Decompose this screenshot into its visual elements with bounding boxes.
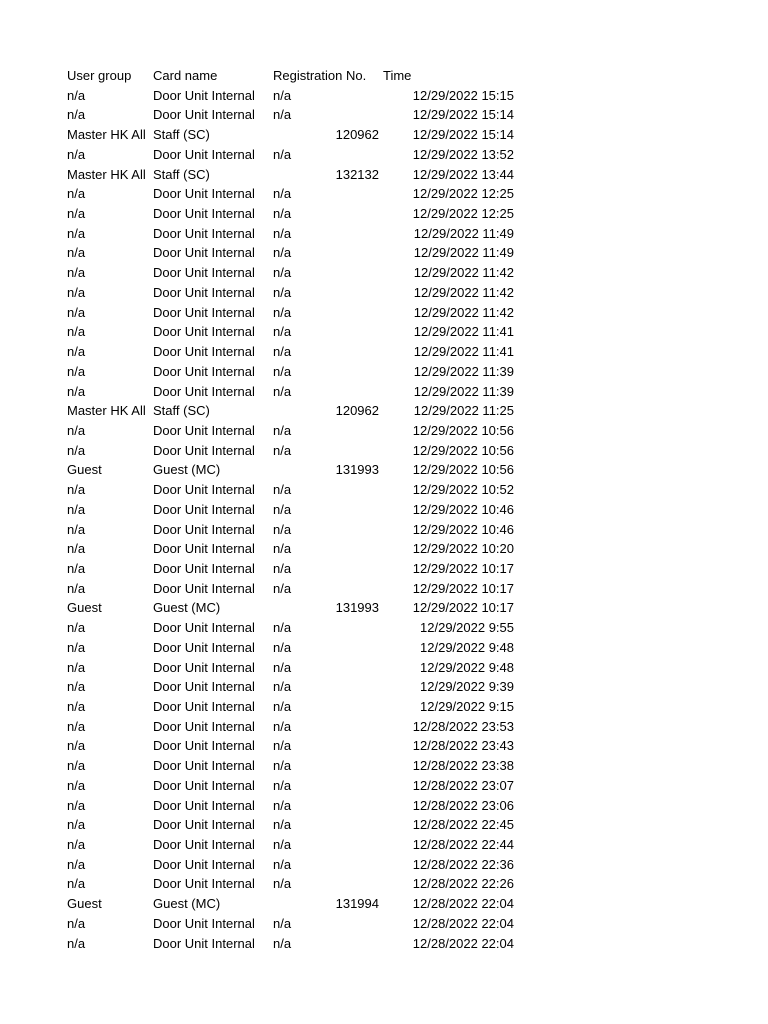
cell-card-name: Door Unit Internal [153, 876, 255, 892]
cell-time: 12/29/2022 10:56 [412, 442, 514, 458]
cell-time: 12/29/2022 13:52 [412, 146, 514, 162]
cell-time: 12/29/2022 11:41 [413, 324, 514, 340]
cell-card-name: Staff (SC) [153, 166, 210, 182]
cell-user-group: n/a [67, 935, 86, 951]
cell-card-name: Door Unit Internal [153, 501, 255, 517]
cell-user-group: n/a [67, 797, 86, 813]
cell-user-group: n/a [67, 541, 86, 557]
cell-registration-no: n/a [273, 265, 292, 281]
cell-registration-no: n/a [273, 639, 292, 655]
cell-registration-no: n/a [273, 363, 292, 379]
cell-user-group: n/a [67, 304, 86, 320]
cell-card-name: Door Unit Internal [153, 699, 255, 714]
cell-time: 12/29/2022 11:41 [413, 344, 514, 360]
cell-card-name: Guest (MC) [153, 600, 221, 616]
cell-user-group: n/a [67, 679, 86, 695]
cell-registration-no: n/a [273, 422, 292, 438]
cell-time: 12/28/2022 22:36 [412, 856, 514, 872]
cell-card-name: Door Unit Internal [153, 186, 255, 202]
cell-time: 12/29/2022 10:52 [412, 482, 514, 498]
cell-card-name: Door Unit Internal [153, 87, 255, 103]
cell-user-group: n/a [67, 837, 86, 853]
header-time: Time [383, 68, 412, 83]
cell-user-group: n/a [67, 738, 86, 754]
cell-registration-no: n/a [273, 837, 292, 853]
cell-user-group: n/a [67, 521, 86, 537]
cell-user-group: n/a [67, 245, 86, 261]
cell-user-group: n/a [67, 265, 86, 281]
cell-card-name: Door Unit Internal [153, 422, 255, 438]
cell-card-name: Door Unit Internal [153, 225, 255, 241]
cell-card-name: Door Unit Internal [153, 363, 255, 379]
cell-user-group: n/a [67, 639, 86, 655]
cell-registration-no: n/a [273, 107, 292, 123]
cell-registration-no: n/a [273, 856, 292, 872]
cell-time: 12/29/2022 11:42 [413, 304, 514, 320]
cell-card-name: Door Unit Internal [153, 797, 255, 813]
cell-user-group: Guest [67, 600, 102, 616]
cell-time: 12/28/2022 22:04 [412, 915, 514, 931]
cell-time: 12/29/2022 9:48 [420, 659, 514, 675]
cell-time: 12/29/2022 10:20 [412, 541, 514, 557]
cell-time: 12/29/2022 9:15 [420, 699, 514, 714]
cell-registration-no: n/a [273, 915, 292, 931]
cell-user-group: n/a [67, 699, 86, 714]
cell-user-group: n/a [67, 225, 86, 241]
cell-registration-no: n/a [273, 324, 292, 340]
cell-registration-no: n/a [273, 521, 292, 537]
cell-card-name: Door Unit Internal [153, 560, 255, 576]
cell-card-name: Door Unit Internal [153, 245, 255, 261]
cell-user-group: Guest [67, 462, 102, 478]
cell-registration-no: n/a [273, 580, 292, 596]
cell-time: 12/29/2022 12:25 [412, 186, 514, 202]
cell-time: 12/28/2022 22:26 [412, 876, 514, 892]
cell-time: 12/29/2022 10:46 [412, 521, 514, 537]
cell-user-group: n/a [67, 560, 86, 576]
cell-registration-no: n/a [273, 797, 292, 813]
header-user-group: User group [67, 68, 132, 83]
cell-user-group: n/a [67, 107, 86, 123]
cell-user-group: n/a [67, 856, 86, 872]
cell-card-name: Door Unit Internal [153, 383, 255, 399]
cell-card-name: Door Unit Internal [153, 580, 255, 596]
cell-user-group: n/a [67, 876, 86, 892]
cell-registration-no: n/a [273, 482, 292, 498]
cell-card-name: Door Unit Internal [153, 639, 255, 655]
cell-card-name: Door Unit Internal [153, 521, 255, 537]
cell-registration-no: n/a [273, 344, 292, 360]
cell-registration-no: n/a [273, 679, 292, 695]
cell-time: 12/28/2022 23:43 [412, 738, 514, 754]
cell-registration-no: n/a [273, 186, 292, 202]
cell-registration-no: n/a [273, 876, 292, 892]
cell-registration-no: n/a [273, 146, 292, 162]
cell-card-name: Door Unit Internal [153, 107, 255, 123]
cell-registration-no: n/a [273, 777, 292, 793]
cell-time: 12/29/2022 15:15 [412, 87, 514, 103]
cell-registration-no: 131994 [335, 896, 379, 912]
cell-registration-no: n/a [273, 206, 292, 222]
cell-user-group: n/a [67, 482, 86, 498]
cell-time: 12/29/2022 10:56 [412, 422, 514, 438]
cell-registration-no: n/a [273, 442, 292, 458]
cell-time: 12/29/2022 11:42 [413, 284, 514, 300]
cell-user-group: n/a [67, 817, 86, 833]
cell-registration-no: n/a [273, 304, 292, 320]
cell-user-group: n/a [67, 718, 86, 734]
cell-user-group: n/a [67, 344, 86, 360]
cell-registration-no: n/a [273, 699, 292, 714]
cell-time: 12/28/2022 23:38 [412, 758, 514, 774]
cell-registration-no: n/a [273, 225, 292, 241]
cell-time: 12/28/2022 22:45 [412, 817, 514, 833]
cell-time: 12/29/2022 10:46 [412, 501, 514, 517]
cell-card-name: Staff (SC) [153, 127, 210, 143]
cell-time: 12/29/2022 9:55 [420, 620, 514, 636]
cell-user-group: n/a [67, 206, 86, 222]
cell-card-name: Door Unit Internal [153, 541, 255, 557]
cell-card-name: Door Unit Internal [153, 758, 255, 774]
cell-card-name: Door Unit Internal [153, 738, 255, 754]
cell-time: 12/29/2022 15:14 [412, 127, 514, 143]
cell-time: 12/29/2022 12:25 [412, 206, 514, 222]
cell-time: 12/29/2022 11:42 [413, 265, 514, 281]
cell-registration-no: n/a [273, 284, 292, 300]
cell-user-group: Guest [67, 896, 102, 912]
cell-user-group: n/a [67, 146, 86, 162]
cell-time: 12/28/2022 22:04 [412, 935, 514, 951]
cell-user-group: n/a [67, 580, 86, 596]
cell-card-name: Door Unit Internal [153, 837, 255, 853]
cell-time: 12/29/2022 13:44 [412, 166, 514, 182]
cell-time: 12/28/2022 23:06 [412, 797, 514, 813]
cell-user-group: n/a [67, 442, 86, 458]
cell-user-group: n/a [67, 324, 86, 340]
cell-user-group: n/a [67, 777, 86, 793]
cell-user-group: n/a [67, 383, 86, 399]
cell-user-group: n/a [67, 758, 86, 774]
cell-card-name: Door Unit Internal [153, 935, 255, 951]
cell-time: 12/29/2022 10:17 [412, 580, 514, 596]
cell-registration-no: n/a [273, 738, 292, 754]
cell-time: 12/29/2022 10:17 [412, 560, 514, 576]
cell-registration-no: n/a [273, 560, 292, 576]
cell-time: 12/29/2022 11:49 [413, 225, 514, 241]
cell-registration-no: 120962 [335, 403, 379, 419]
cell-time: 12/28/2022 22:04 [412, 896, 514, 912]
cell-time: 12/29/2022 11:39 [413, 383, 514, 399]
cell-time: 12/29/2022 10:17 [412, 600, 514, 616]
cell-card-name: Door Unit Internal [153, 304, 255, 320]
cell-registration-no: n/a [273, 245, 292, 261]
cell-card-name: Door Unit Internal [153, 915, 255, 931]
cell-registration-no: 131993 [335, 600, 379, 616]
cell-user-group: n/a [67, 363, 86, 379]
cell-user-group: Master HK All [67, 127, 146, 143]
cell-user-group: Master HK All [67, 403, 146, 419]
cell-card-name: Guest (MC) [153, 462, 221, 478]
cell-user-group: n/a [67, 501, 86, 517]
cell-card-name: Door Unit Internal [153, 482, 255, 498]
cell-card-name: Door Unit Internal [153, 856, 255, 872]
cell-card-name: Guest (MC) [153, 896, 221, 912]
cell-card-name: Door Unit Internal [153, 817, 255, 833]
cell-user-group: n/a [67, 284, 86, 300]
cell-card-name: Door Unit Internal [153, 679, 255, 695]
cell-time: 12/29/2022 9:39 [420, 679, 514, 695]
cell-registration-no: n/a [273, 501, 292, 517]
cell-registration-no: 132132 [335, 166, 379, 182]
cell-card-name: Door Unit Internal [153, 206, 255, 222]
cell-time: 12/29/2022 15:14 [412, 107, 514, 123]
cell-time: 12/28/2022 22:44 [412, 837, 514, 853]
cell-card-name: Door Unit Internal [153, 344, 255, 360]
header-card-name: Card name [153, 68, 218, 83]
cell-time: 12/28/2022 23:07 [412, 777, 514, 793]
cell-registration-no: n/a [273, 758, 292, 774]
cell-registration-no: n/a [273, 383, 292, 399]
cell-card-name: Door Unit Internal [153, 324, 255, 340]
cell-registration-no: n/a [273, 541, 292, 557]
cell-time: 12/29/2022 10:56 [412, 462, 514, 478]
cell-user-group: n/a [67, 915, 86, 931]
cell-registration-no: 131993 [335, 462, 379, 478]
cell-user-group: n/a [67, 659, 86, 675]
cell-card-name: Door Unit Internal [153, 777, 255, 793]
cell-card-name: Door Unit Internal [153, 284, 255, 300]
cell-registration-no: 120962 [335, 127, 379, 143]
cell-time: 12/28/2022 23:53 [412, 718, 514, 734]
cell-card-name: Door Unit Internal [153, 620, 255, 636]
header-registration-no: Registration No. [273, 68, 367, 83]
cell-registration-no: n/a [273, 935, 292, 951]
cell-registration-no: n/a [273, 87, 292, 103]
cell-registration-no: n/a [273, 620, 292, 636]
cell-user-group: n/a [67, 620, 86, 636]
cell-registration-no: n/a [273, 817, 292, 833]
cell-user-group: n/a [67, 87, 86, 103]
cell-time: 12/29/2022 9:48 [420, 639, 514, 655]
cell-time: 12/29/2022 11:25 [413, 403, 514, 419]
cell-time: 12/29/2022 11:49 [413, 245, 514, 261]
cell-card-name: Door Unit Internal [153, 265, 255, 281]
cell-card-name: Door Unit Internal [153, 146, 255, 162]
cell-user-group: Master HK All [67, 166, 146, 182]
cell-card-name: Door Unit Internal [153, 659, 255, 675]
cell-card-name: Staff (SC) [153, 403, 210, 419]
cell-user-group: n/a [67, 422, 86, 438]
cell-user-group: n/a [67, 186, 86, 202]
cell-card-name: Door Unit Internal [153, 718, 255, 734]
cell-time: 12/29/2022 11:39 [413, 363, 514, 379]
cell-registration-no: n/a [273, 718, 292, 734]
cell-registration-no: n/a [273, 659, 292, 675]
cell-card-name: Door Unit Internal [153, 442, 255, 458]
